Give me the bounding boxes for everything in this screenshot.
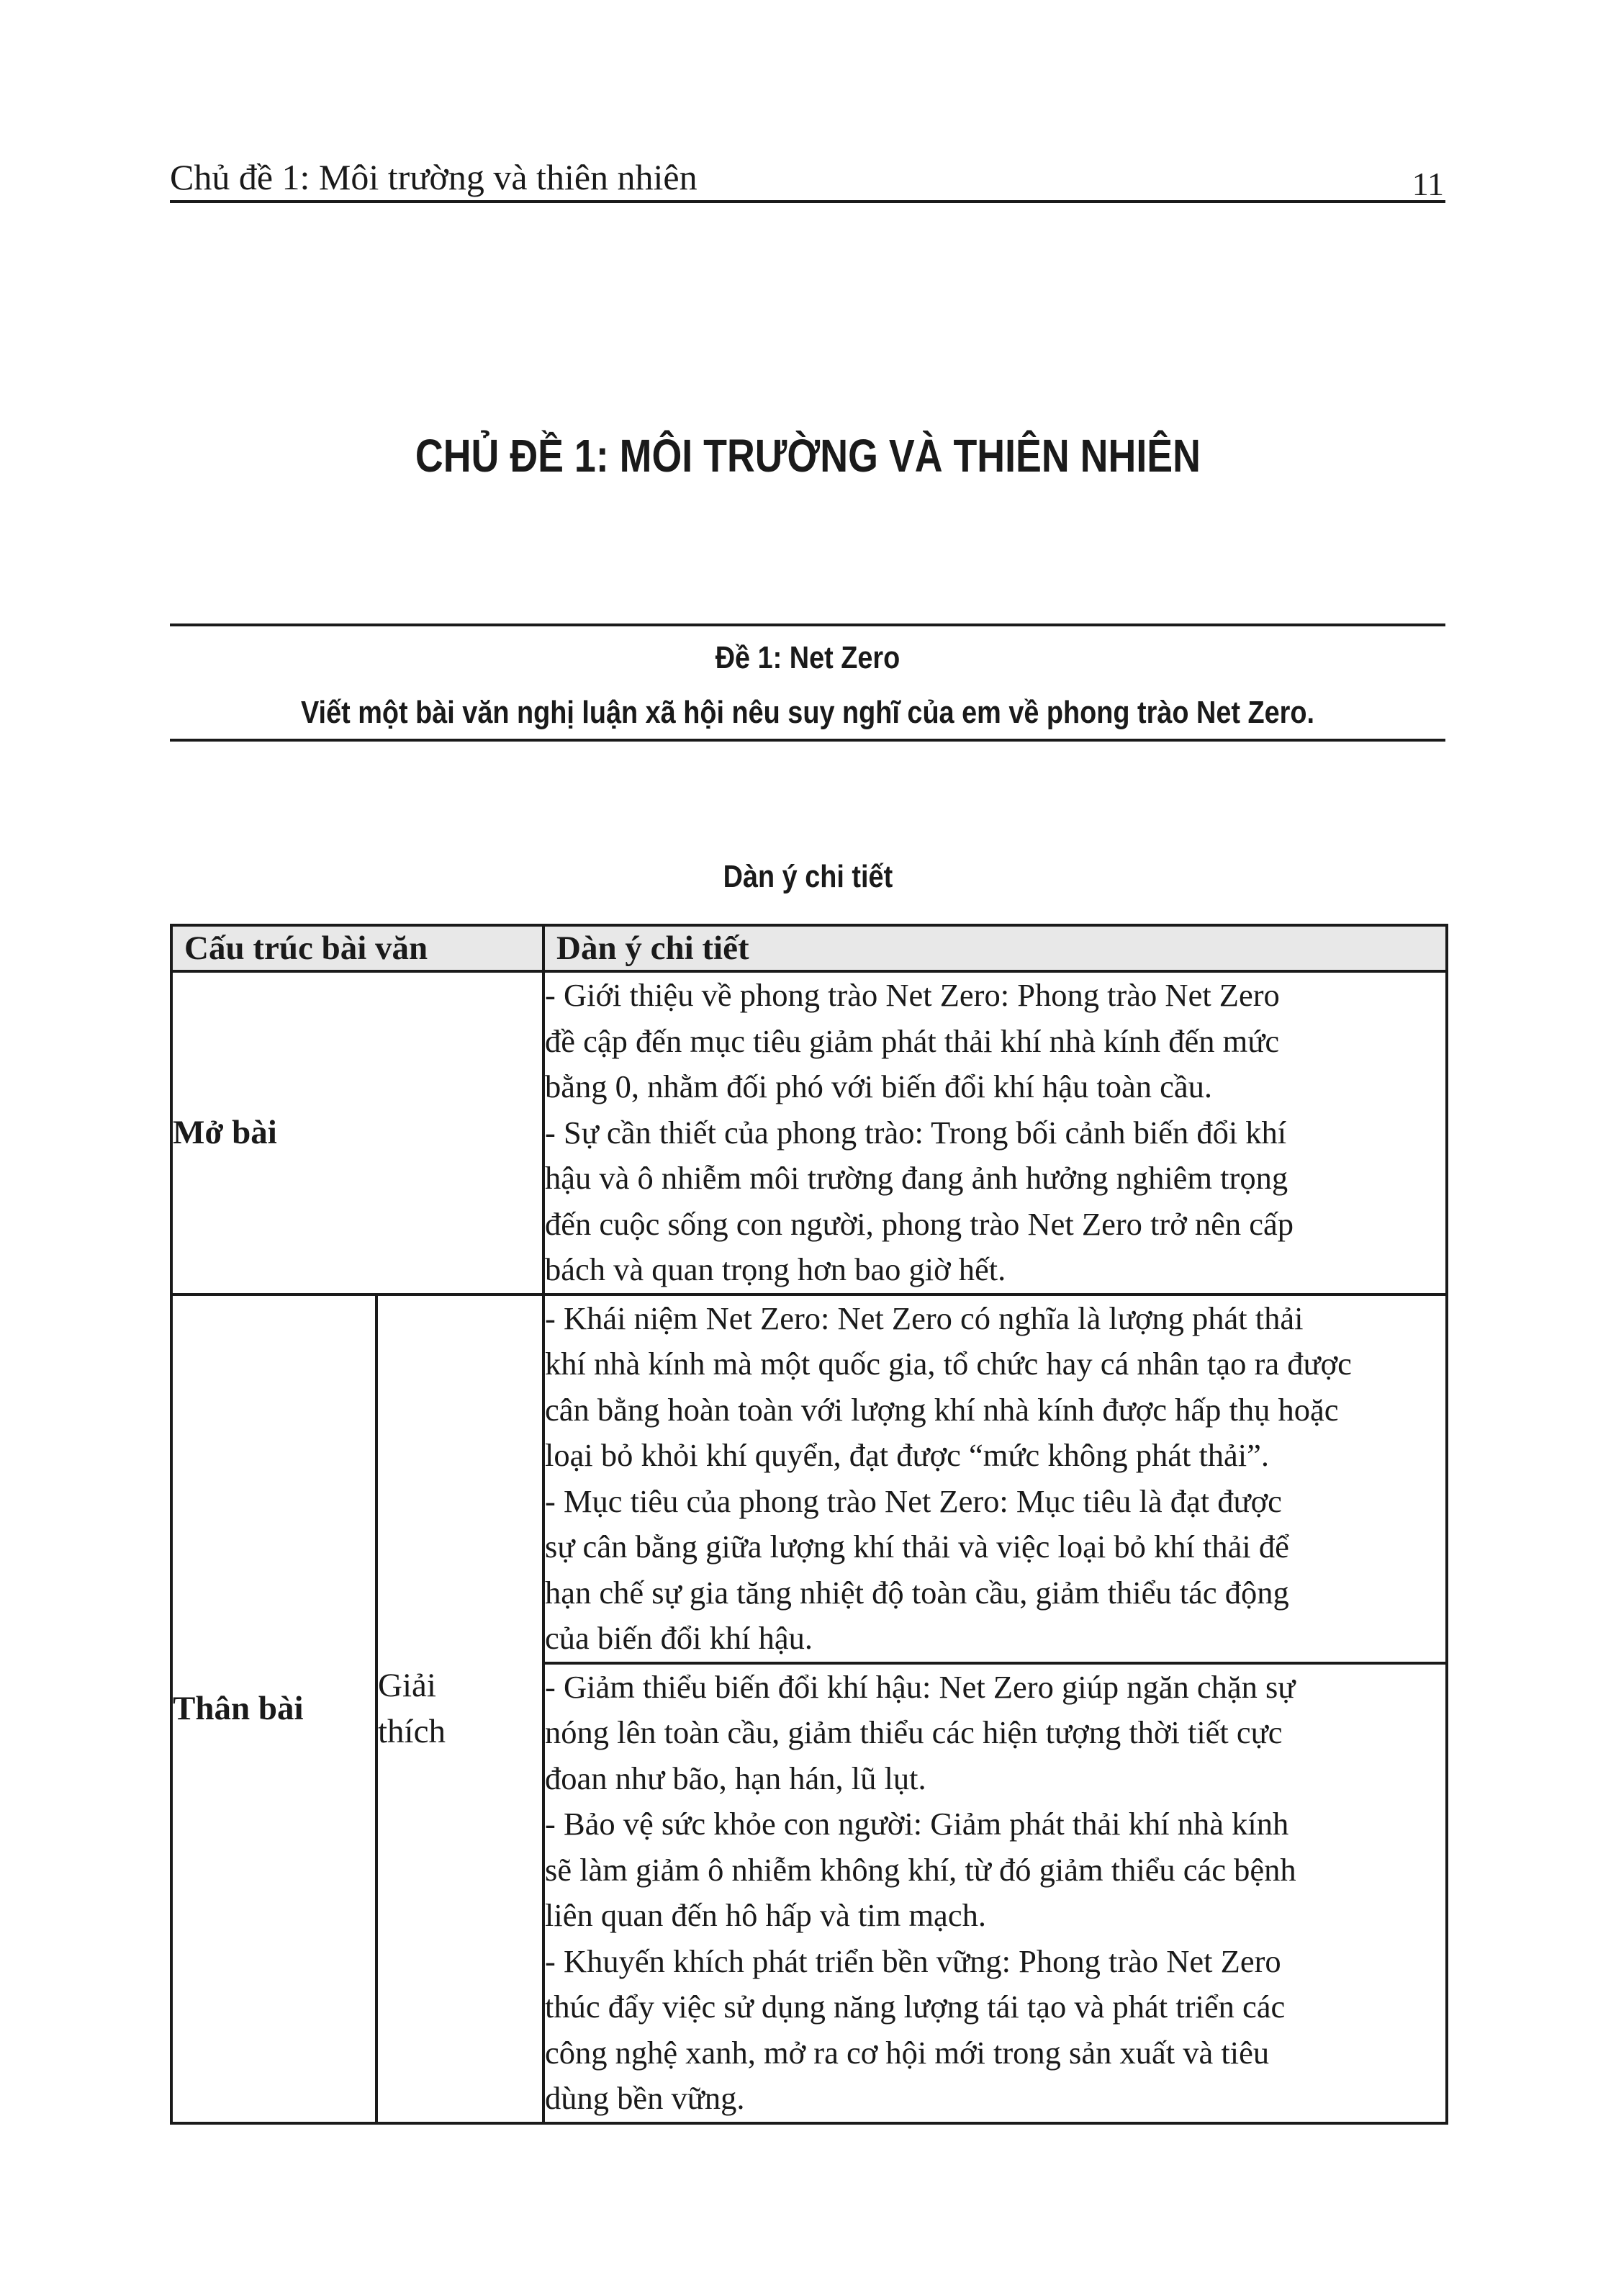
text-line: liên quan đến hô hấp và tim mạch.	[545, 1897, 986, 1933]
table-header-row	[171, 925, 1447, 971]
text-line: bằng 0, nhằm đối phó với biến đổi khí hậu toàn cầu.	[545, 1068, 1212, 1104]
text-line: khí nhà kính mà một quốc gia, tổ chức hay cá nhân tạo ra được	[545, 1346, 1352, 1382]
text-line: - Sự cần thiết của phong trào: Trong bối cảnh biến đổi khí	[545, 1114, 1287, 1151]
text-line: bách và quan trọng hơn bao giờ hết.	[545, 1251, 1006, 1287]
outline-title: Dàn ý chi tiết	[723, 859, 893, 894]
section-label-than-bai: Thân bài	[171, 1295, 376, 2123]
text-line: loại bỏ khỏi khí quyển, đạt được “mức không phát thải”.	[545, 1437, 1270, 1473]
text-line: - Giới thiệu về phong trào Net Zero: Phong trào Net Zero	[545, 977, 1280, 1013]
text-line: thúc đẩy việc sử dụng năng lượng tái tạo và phát triển các	[545, 1989, 1286, 2025]
table-row-mo-bai	[171, 971, 1447, 1295]
text-line: của biến đổi khí hậu.	[545, 1620, 813, 1656]
text-line: - Khuyến khích phát triển bền vững: Phong trào Net Zero	[545, 1942, 1281, 1979]
content-than-bai-benefits	[543, 1663, 1447, 2123]
sub-label-line: Giải	[378, 1667, 436, 1704]
prompt-box	[170, 623, 1445, 742]
text-line: dùng bền vững.	[545, 2080, 745, 2116]
text-line: - Khái niệm Net Zero: Net Zero có nghĩa là lượng phát thải	[545, 1300, 1304, 1336]
prompt-text: Viết một bài văn nghị luận xã hội nêu suy nghĩ của em về phong trào Net Zero.	[300, 695, 1315, 730]
text-line: hậu và ô nhiễm môi trường đang ảnh hưởng nghiêm trọng	[545, 1160, 1288, 1196]
text-line: đoan như bão, hạn hán, lũ lụt.	[545, 1760, 926, 1796]
text-line: cân bằng hoàn toàn với lượng khí nhà kính được hấp thụ hoặc	[545, 1391, 1339, 1428]
text-line: đến cuộc sống con người, phong trào Net Zero trở nên cấp	[545, 1205, 1294, 1242]
sub-label-giai-thich	[376, 1295, 543, 2123]
text-line: - Mục tiêu của phong trào Net Zero: Mục tiêu là đạt được	[545, 1482, 1282, 1519]
chapter-title: CHỦ ĐỀ 1: MÔI TRƯỜNG VÀ THIÊN NHIÊN	[415, 430, 1201, 482]
text-line: nóng lên toàn cầu, giảm thiểu các hiện tượng thời tiết cực	[545, 1714, 1283, 1750]
page-number: 11	[1412, 166, 1444, 202]
prompt-title: Đề 1: Net Zero	[715, 640, 900, 675]
outline-table	[170, 924, 1448, 2125]
running-title: Chủ đề 1: Môi trường và thiên nhiên	[170, 157, 698, 197]
content-than-bai-definition	[543, 1295, 1447, 1663]
text-line: - Bảo vệ sức khỏe con người: Giảm phát thải khí nhà kính	[545, 1806, 1289, 1842]
text-line: công nghệ xanh, mở ra cơ hội mới trong sản xuất và tiêu	[545, 2034, 1270, 2071]
header-structure: Cấu trúc bài văn	[171, 925, 543, 971]
header-outline: Dàn ý chi tiết	[543, 925, 1447, 971]
content-mo-bai	[543, 971, 1447, 1295]
sub-label-line: thích	[378, 1713, 446, 1750]
running-header	[170, 154, 1445, 203]
section-label-mo-bai: Mở bài	[171, 971, 543, 1295]
table-row-than-bai-1	[171, 1295, 1447, 1663]
text-line: hạn chế sự gia tăng nhiệt độ toàn cầu, giảm thiểu tác động	[545, 1574, 1289, 1611]
text-line: sự cân bằng giữa lượng khí thải và việc loại bỏ khí thải để	[545, 1529, 1289, 1565]
text-line: sẽ làm giảm ô nhiễm không khí, từ đó giảm thiểu các bệnh	[545, 1851, 1296, 1888]
text-line: - Giảm thiểu biến đổi khí hậu: Net Zero giúp ngăn chặn sự	[545, 1668, 1296, 1705]
text-line: đề cập đến mục tiêu giảm phát thải khí nhà kính đến mức	[545, 1022, 1280, 1059]
